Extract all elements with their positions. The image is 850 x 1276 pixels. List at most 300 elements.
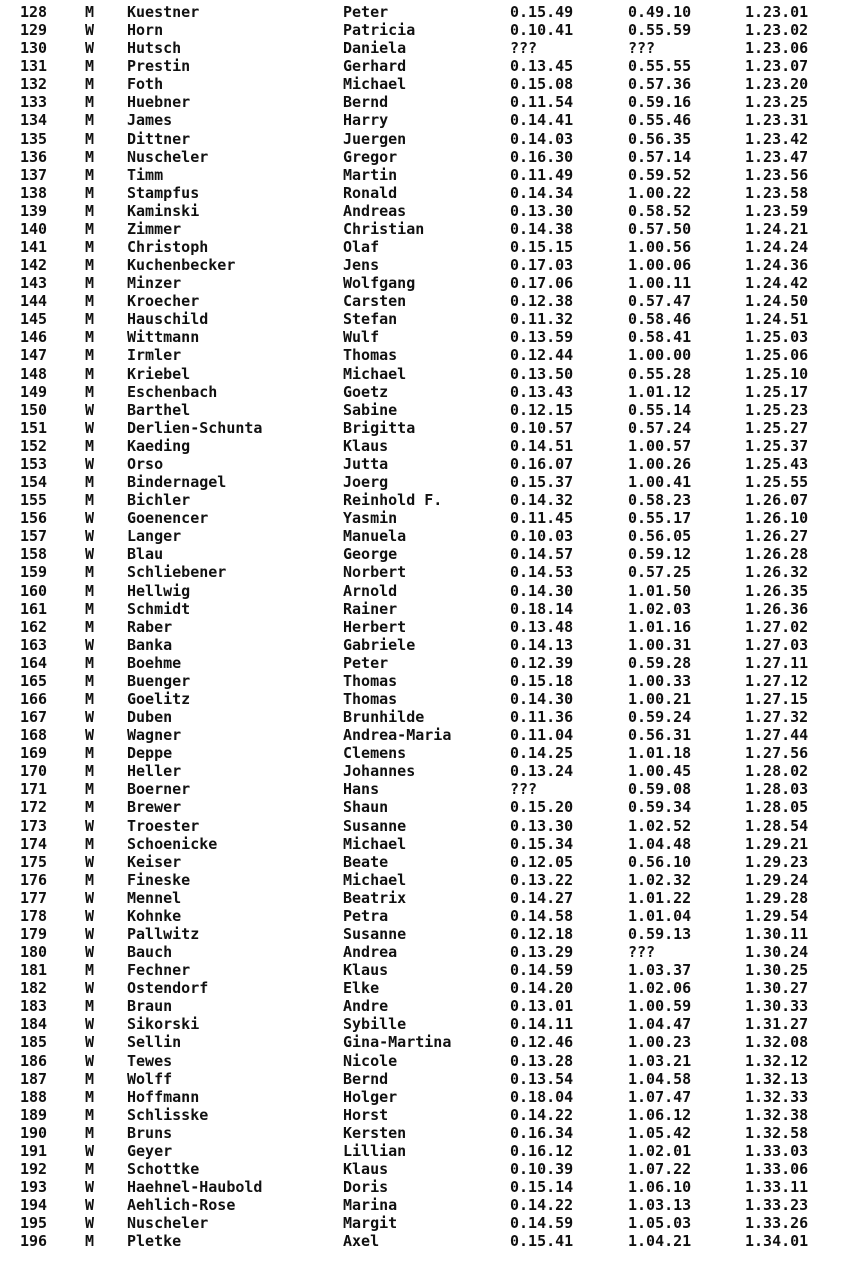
split-time-1-cell: 0.13.43 <box>510 382 574 401</box>
result-row <box>0 383 850 401</box>
results-list <box>0 3 850 1250</box>
finish-time-cell: 1.32.13 <box>745 1069 809 1088</box>
rank-cell: 130 <box>20 39 48 58</box>
split-time-1-cell: 0.14.59 <box>510 1214 574 1233</box>
sex-cell: W <box>85 527 95 546</box>
result-row <box>0 75 850 93</box>
sex-cell: W <box>85 454 95 473</box>
first-name-cell: Goetz <box>343 382 389 401</box>
first-name-cell: Klaus <box>343 1160 389 1178</box>
split-time-2-cell: 0.58.52 <box>628 201 692 220</box>
finish-time-cell: 1.27.12 <box>745 671 809 690</box>
sex-cell: M <box>85 238 95 257</box>
sex-cell: M <box>85 1123 95 1142</box>
rank-cell: 129 <box>20 21 48 40</box>
finish-time-cell: 1.32.38 <box>745 1105 809 1124</box>
result-row <box>0 1033 850 1051</box>
rank-cell: 145 <box>20 310 48 329</box>
first-name-cell: Andrea <box>343 943 398 962</box>
finish-time-cell: 1.26.28 <box>745 545 809 564</box>
sex-cell: W <box>85 816 95 835</box>
first-name-cell: Margit <box>343 1214 398 1233</box>
rank-cell: 185 <box>20 1033 48 1052</box>
finish-time-cell: 1.27.44 <box>745 726 809 745</box>
first-name-cell: Carsten <box>343 292 407 311</box>
sex-cell: M <box>85 762 95 781</box>
first-name-cell: Horst <box>343 1105 389 1124</box>
split-time-2-cell: 1.00.23 <box>628 1033 692 1052</box>
split-time-1-cell: 0.12.44 <box>510 346 574 365</box>
finish-time-cell: 1.29.21 <box>745 834 809 853</box>
rank-cell: 176 <box>20 870 48 889</box>
split-time-1-cell: 0.16.34 <box>510 1123 574 1142</box>
last-name-cell: Huebner <box>127 93 191 112</box>
first-name-cell: Yasmin <box>343 509 398 528</box>
result-row <box>0 491 850 509</box>
split-time-1-cell: 0.14.20 <box>510 979 574 998</box>
rank-cell: 133 <box>20 93 48 112</box>
sex-cell: W <box>85 943 95 962</box>
split-time-2-cell: 1.01.22 <box>628 888 692 907</box>
first-name-cell: Herbert <box>343 617 407 636</box>
finish-time-cell: 1.33.03 <box>745 1141 809 1160</box>
sex-cell: W <box>85 1178 95 1197</box>
split-time-2-cell: 1.03.13 <box>628 1196 692 1215</box>
sex-cell: W <box>85 1196 95 1215</box>
finish-time-cell: 1.27.15 <box>745 689 809 708</box>
first-name-cell: Thomas <box>343 689 398 708</box>
split-time-2-cell: 0.57.47 <box>628 292 692 311</box>
sex-cell: M <box>85 75 95 94</box>
result-row <box>0 582 850 600</box>
sex-cell: M <box>85 3 95 21</box>
result-row <box>0 419 850 437</box>
last-name-cell: Hoffmann <box>127 1087 200 1106</box>
split-time-1-cell: 0.14.03 <box>510 129 574 148</box>
finish-time-cell: 1.30.24 <box>745 943 809 962</box>
finish-time-cell: 1.33.23 <box>745 1196 809 1215</box>
result-row <box>0 473 850 491</box>
last-name-cell: Goelitz <box>127 689 191 708</box>
first-name-cell: Ronald <box>343 183 398 202</box>
sex-cell: W <box>85 1015 95 1034</box>
split-time-1-cell: 0.13.30 <box>510 816 574 835</box>
sex-cell: M <box>85 1087 95 1106</box>
rank-cell: 180 <box>20 943 48 962</box>
result-row <box>0 111 850 129</box>
result-row <box>0 636 850 654</box>
split-time-2-cell: 1.02.03 <box>628 599 692 618</box>
split-time-2-cell: 0.55.17 <box>628 509 692 528</box>
sex-cell: W <box>85 1141 95 1160</box>
rank-cell: 156 <box>20 509 48 528</box>
result-row <box>0 1142 850 1160</box>
split-time-1-cell: 0.13.59 <box>510 328 574 347</box>
split-time-1-cell: 0.14.58 <box>510 906 574 925</box>
first-name-cell: Thomas <box>343 671 398 690</box>
result-row <box>0 509 850 527</box>
rank-cell: 165 <box>20 671 48 690</box>
rank-cell: 150 <box>20 400 48 419</box>
finish-time-cell: 1.23.31 <box>745 111 809 130</box>
finish-time-cell: 1.33.06 <box>745 1160 809 1178</box>
finish-time-cell: 1.25.55 <box>745 473 809 492</box>
last-name-cell: Schottke <box>127 1160 200 1178</box>
split-time-1-cell: 0.11.54 <box>510 93 574 112</box>
first-name-cell: Olaf <box>343 238 380 257</box>
last-name-cell: Foth <box>127 75 164 94</box>
result-row <box>0 925 850 943</box>
sex-cell: M <box>85 129 95 148</box>
finish-time-cell: 1.29.54 <box>745 906 809 925</box>
sex-cell: M <box>85 491 95 510</box>
rank-cell: 142 <box>20 256 48 275</box>
last-name-cell: Sikorski <box>127 1015 200 1034</box>
sex-cell: M <box>85 834 95 853</box>
split-time-2-cell: 1.00.31 <box>628 635 692 654</box>
last-name-cell: Pletke <box>127 1232 182 1251</box>
sex-cell: W <box>85 509 95 528</box>
first-name-cell: Holger <box>343 1087 398 1106</box>
result-row <box>0 835 850 853</box>
first-name-cell: Gina-Martina <box>343 1033 452 1052</box>
result-row <box>0 202 850 220</box>
rank-cell: 191 <box>20 1141 48 1160</box>
sex-cell: M <box>85 780 95 799</box>
last-name-cell: Kaeding <box>127 436 191 455</box>
result-row <box>0 527 850 545</box>
last-name-cell: Mennel <box>127 888 182 907</box>
finish-time-cell: 1.30.27 <box>745 979 809 998</box>
split-time-1-cell: 0.15.37 <box>510 473 574 492</box>
split-time-1-cell: 0.17.06 <box>510 274 574 293</box>
sex-cell: M <box>85 689 95 708</box>
last-name-cell: Bichler <box>127 491 191 510</box>
finish-time-cell: 1.29.24 <box>745 870 809 889</box>
split-time-2-cell: 1.00.26 <box>628 454 692 473</box>
result-row <box>0 220 850 238</box>
split-time-2-cell: 0.56.05 <box>628 527 692 546</box>
first-name-cell: Jens <box>343 256 380 275</box>
result-row <box>0 39 850 57</box>
rank-cell: 196 <box>20 1232 48 1251</box>
finish-time-cell: 1.25.10 <box>745 364 809 383</box>
split-time-2-cell: 1.06.10 <box>628 1178 692 1197</box>
finish-time-cell: 1.25.06 <box>745 346 809 365</box>
split-time-2-cell: 0.58.41 <box>628 328 692 347</box>
split-time-1-cell: 0.12.18 <box>510 924 574 943</box>
split-time-2-cell: 1.02.01 <box>628 1141 692 1160</box>
last-name-cell: Sellin <box>127 1033 182 1052</box>
sex-cell: M <box>85 653 95 672</box>
result-row <box>0 943 850 961</box>
rank-cell: 168 <box>20 726 48 745</box>
split-time-1-cell: 0.13.30 <box>510 201 574 220</box>
finish-time-cell: 1.23.42 <box>745 129 809 148</box>
last-name-cell: Raber <box>127 617 173 636</box>
split-time-1-cell: 0.11.45 <box>510 509 574 528</box>
last-name-cell: Orso <box>127 454 164 473</box>
rank-cell: 131 <box>20 57 48 76</box>
last-name-cell: Deppe <box>127 744 173 763</box>
first-name-cell: Jutta <box>343 454 389 473</box>
first-name-cell: Reinhold F. <box>343 491 443 510</box>
last-name-cell: Schliebener <box>127 563 227 582</box>
split-time-1-cell: 0.16.30 <box>510 147 574 166</box>
split-time-1-cell: 0.14.11 <box>510 1015 574 1034</box>
last-name-cell: Haehnel-Haubold <box>127 1178 263 1197</box>
split-time-1-cell: 0.14.27 <box>510 888 574 907</box>
split-time-2-cell: 1.07.47 <box>628 1087 692 1106</box>
last-name-cell: Duben <box>127 708 173 727</box>
sex-cell: M <box>85 870 95 889</box>
last-name-cell: Hellwig <box>127 581 191 600</box>
split-time-1-cell: ??? <box>510 39 538 58</box>
finish-time-cell: 1.34.01 <box>745 1232 809 1251</box>
finish-time-cell: 1.27.32 <box>745 708 809 727</box>
sex-cell: M <box>85 744 95 763</box>
split-time-2-cell: 1.00.06 <box>628 256 692 275</box>
split-time-2-cell: ??? <box>628 943 656 962</box>
split-time-2-cell: 1.00.41 <box>628 473 692 492</box>
finish-time-cell: 1.26.27 <box>745 527 809 546</box>
first-name-cell: Johannes <box>343 762 416 781</box>
result-row <box>0 1196 850 1214</box>
last-name-cell: Heller <box>127 762 182 781</box>
split-time-2-cell: 1.04.21 <box>628 1232 692 1251</box>
first-name-cell: Gregor <box>343 147 398 166</box>
sex-cell: M <box>85 599 95 618</box>
sex-cell: M <box>85 310 95 329</box>
split-time-2-cell: 1.00.56 <box>628 238 692 257</box>
finish-time-cell: 1.23.07 <box>745 57 809 76</box>
rank-cell: 184 <box>20 1015 48 1034</box>
last-name-cell: Banka <box>127 635 173 654</box>
split-time-1-cell: 0.14.25 <box>510 744 574 763</box>
split-time-2-cell: 1.04.58 <box>628 1069 692 1088</box>
rank-cell: 146 <box>20 328 48 347</box>
result-row <box>0 545 850 563</box>
finish-time-cell: 1.23.20 <box>745 75 809 94</box>
last-name-cell: Barthel <box>127 400 191 419</box>
split-time-2-cell: 1.02.52 <box>628 816 692 835</box>
rank-cell: 187 <box>20 1069 48 1088</box>
result-row <box>0 798 850 816</box>
sex-cell: M <box>85 563 95 582</box>
result-row <box>0 762 850 780</box>
result-row <box>0 726 850 744</box>
result-row <box>0 310 850 328</box>
first-name-cell: Klaus <box>343 961 389 980</box>
result-row <box>0 3 850 21</box>
split-time-2-cell: 0.55.55 <box>628 57 692 76</box>
split-time-1-cell: 0.16.12 <box>510 1141 574 1160</box>
sex-cell: M <box>85 219 95 238</box>
first-name-cell: Harry <box>343 111 389 130</box>
finish-time-cell: 1.23.06 <box>745 39 809 58</box>
sex-cell: M <box>85 436 95 455</box>
sex-cell: W <box>85 888 95 907</box>
last-name-cell: Dittner <box>127 129 191 148</box>
result-row <box>0 871 850 889</box>
split-time-2-cell: 1.00.57 <box>628 436 692 455</box>
rank-cell: 170 <box>20 762 48 781</box>
last-name-cell: Stampfus <box>127 183 200 202</box>
result-row <box>0 1070 850 1088</box>
split-time-1-cell: 0.11.36 <box>510 708 574 727</box>
first-name-cell: Beate <box>343 852 389 871</box>
rank-cell: 169 <box>20 744 48 763</box>
first-name-cell: Andreas <box>343 201 407 220</box>
finish-time-cell: 1.28.03 <box>745 780 809 799</box>
split-time-2-cell: 0.59.34 <box>628 798 692 817</box>
result-row <box>0 744 850 762</box>
rank-cell: 160 <box>20 581 48 600</box>
last-name-cell: Goenencer <box>127 509 209 528</box>
finish-time-cell: 1.30.11 <box>745 924 809 943</box>
first-name-cell: Marina <box>343 1196 398 1215</box>
last-name-cell: Derlien-Schunta <box>127 418 263 437</box>
finish-time-cell: 1.32.58 <box>745 1123 809 1142</box>
result-row <box>0 256 850 274</box>
split-time-2-cell: 1.06.12 <box>628 1105 692 1124</box>
sex-cell: M <box>85 93 95 112</box>
first-name-cell: Brunhilde <box>343 708 425 727</box>
split-time-2-cell: 1.00.22 <box>628 183 692 202</box>
finish-time-cell: 1.24.50 <box>745 292 809 311</box>
finish-time-cell: 1.23.25 <box>745 93 809 112</box>
split-time-2-cell: 0.56.31 <box>628 726 692 745</box>
last-name-cell: Irmler <box>127 346 182 365</box>
rank-cell: 144 <box>20 292 48 311</box>
first-name-cell: Axel <box>343 1232 380 1251</box>
first-name-cell: Andre <box>343 997 389 1016</box>
split-time-1-cell: 0.17.03 <box>510 256 574 275</box>
split-time-2-cell: 1.02.06 <box>628 979 692 998</box>
rank-cell: 148 <box>20 364 48 383</box>
split-time-1-cell: 0.13.29 <box>510 943 574 962</box>
split-time-2-cell: 0.55.14 <box>628 400 692 419</box>
split-time-2-cell: 1.03.21 <box>628 1051 692 1070</box>
sex-cell: M <box>85 256 95 275</box>
first-name-cell: Gerhard <box>343 57 407 76</box>
sex-cell: M <box>85 346 95 365</box>
rank-cell: 188 <box>20 1087 48 1106</box>
result-row <box>0 21 850 39</box>
finish-time-cell: 1.24.51 <box>745 310 809 329</box>
split-time-1-cell: 0.14.30 <box>510 581 574 600</box>
sex-cell: M <box>85 57 95 76</box>
finish-time-cell: 1.30.33 <box>745 997 809 1016</box>
finish-time-cell: 1.28.02 <box>745 762 809 781</box>
result-row <box>0 401 850 419</box>
first-name-cell: Norbert <box>343 563 407 582</box>
last-name-cell: Timm <box>127 165 164 184</box>
finish-time-cell: 1.23.02 <box>745 21 809 40</box>
finish-time-cell: 1.25.37 <box>745 436 809 455</box>
split-time-2-cell: 0.58.23 <box>628 491 692 510</box>
last-name-cell: Zimmer <box>127 219 182 238</box>
split-time-2-cell: 0.59.16 <box>628 93 692 112</box>
first-name-cell: Stefan <box>343 310 398 329</box>
split-time-1-cell: 0.10.03 <box>510 527 574 546</box>
result-row <box>0 57 850 75</box>
result-row <box>0 274 850 292</box>
rank-cell: 154 <box>20 473 48 492</box>
last-name-cell: Blau <box>127 545 164 564</box>
split-time-2-cell: 1.00.00 <box>628 346 692 365</box>
split-time-1-cell: 0.13.01 <box>510 997 574 1016</box>
finish-time-cell: 1.27.03 <box>745 635 809 654</box>
split-time-2-cell: 1.04.47 <box>628 1015 692 1034</box>
rank-cell: 159 <box>20 563 48 582</box>
rank-cell: 135 <box>20 129 48 148</box>
finish-time-cell: 1.32.12 <box>745 1051 809 1070</box>
sex-cell: M <box>85 1069 95 1088</box>
last-name-cell: Kroecher <box>127 292 200 311</box>
result-row <box>0 961 850 979</box>
split-time-2-cell: ??? <box>628 39 656 58</box>
rank-cell: 128 <box>20 3 48 21</box>
last-name-cell: Kohnke <box>127 906 182 925</box>
sex-cell: W <box>85 1051 95 1070</box>
result-row <box>0 1160 850 1178</box>
split-time-1-cell: 0.13.22 <box>510 870 574 889</box>
rank-cell: 190 <box>20 1123 48 1142</box>
sex-cell: W <box>85 545 95 564</box>
last-name-cell: Kaminski <box>127 201 200 220</box>
split-time-1-cell: 0.18.14 <box>510 599 574 618</box>
last-name-cell: Tewes <box>127 1051 173 1070</box>
last-name-cell: Wolff <box>127 1069 173 1088</box>
result-row <box>0 130 850 148</box>
split-time-2-cell: 1.01.12 <box>628 382 692 401</box>
first-name-cell: Peter <box>343 3 389 21</box>
finish-time-cell: 1.27.02 <box>745 617 809 636</box>
rank-cell: 182 <box>20 979 48 998</box>
last-name-cell: Prestin <box>127 57 191 76</box>
first-name-cell: Klaus <box>343 436 389 455</box>
first-name-cell: Brigitta <box>343 418 416 437</box>
first-name-cell: Michael <box>343 364 407 383</box>
split-time-1-cell: 0.14.34 <box>510 183 574 202</box>
split-time-1-cell: 0.15.15 <box>510 238 574 257</box>
last-name-cell: Ostendorf <box>127 979 209 998</box>
rank-cell: 136 <box>20 147 48 166</box>
rank-cell: 161 <box>20 599 48 618</box>
split-time-2-cell: 0.49.10 <box>628 3 692 21</box>
last-name-cell: Geyer <box>127 1141 173 1160</box>
split-time-1-cell: 0.14.57 <box>510 545 574 564</box>
result-row <box>0 1124 850 1142</box>
finish-time-cell: 1.29.23 <box>745 852 809 871</box>
first-name-cell: Patricia <box>343 21 416 40</box>
split-time-1-cell: 0.12.15 <box>510 400 574 419</box>
finish-time-cell: 1.23.56 <box>745 165 809 184</box>
rank-cell: 147 <box>20 346 48 365</box>
last-name-cell: Kuestner <box>127 3 200 21</box>
split-time-2-cell: 0.59.28 <box>628 653 692 672</box>
result-row <box>0 997 850 1015</box>
split-time-1-cell: ??? <box>510 780 538 799</box>
finish-time-cell: 1.26.35 <box>745 581 809 600</box>
last-name-cell: Horn <box>127 21 164 40</box>
first-name-cell: Shaun <box>343 798 389 817</box>
split-time-1-cell: 0.13.45 <box>510 57 574 76</box>
split-time-1-cell: 0.15.49 <box>510 3 574 21</box>
first-name-cell: Daniela <box>343 39 407 58</box>
sex-cell: W <box>85 21 95 40</box>
